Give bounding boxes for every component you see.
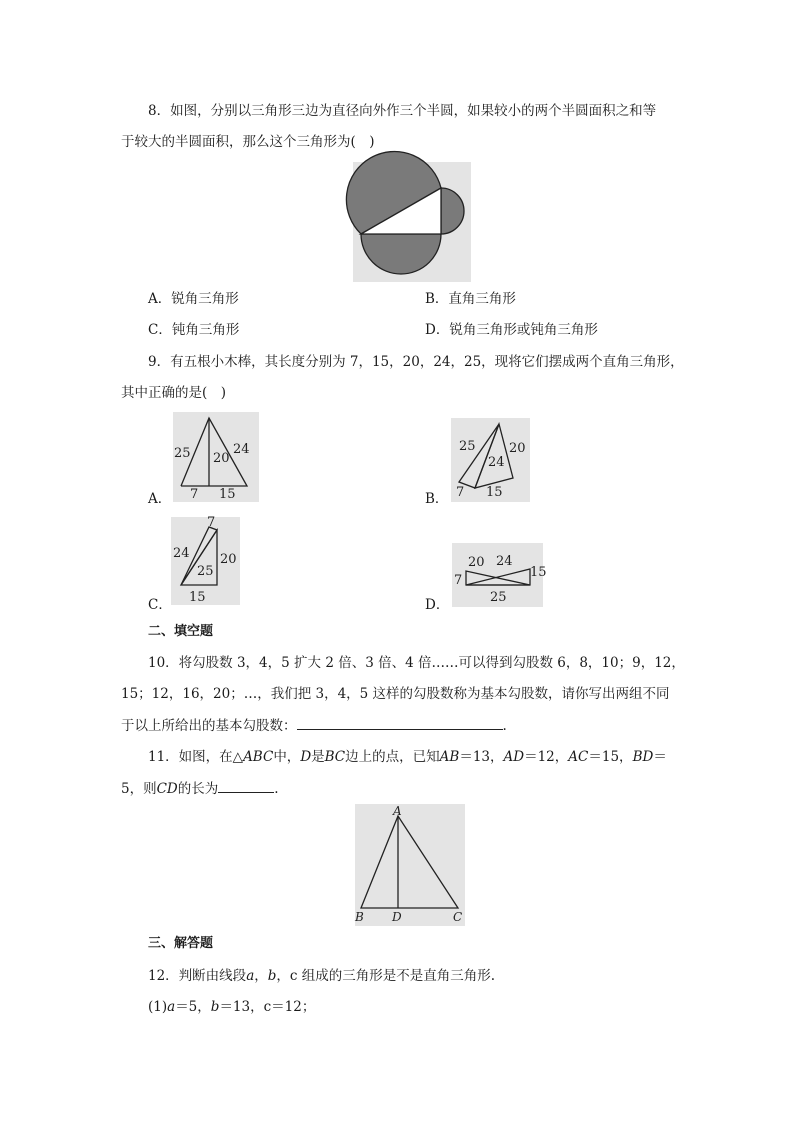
q9-label-c: C． (148, 597, 172, 613)
q9c-label-7: 7 (207, 515, 216, 530)
q9b-label-24: 24 (488, 455, 505, 470)
q11-triangle-figure (355, 804, 465, 926)
q9a-label-24: 24 (233, 442, 250, 457)
q11-line2: 5，则CD的长为 . (121, 778, 279, 799)
q9c-label-24: 24 (173, 546, 190, 561)
q9b-label-20: 20 (509, 441, 526, 456)
q9c-label-25: 25 (197, 564, 214, 579)
q10-end: . (502, 718, 507, 734)
q9a-label-7: 7 (190, 487, 199, 502)
q10-line3-text: 于以上所给出的基本勾股数： (121, 718, 297, 734)
q9-label-a: A． (148, 491, 172, 507)
q9d-label-24: 24 (496, 554, 513, 569)
q9-figure-d (452, 543, 547, 607)
q9a-label-15: 15 (219, 487, 236, 502)
q11-fig-label-a: A (393, 804, 402, 818)
q9c-label-15: 15 (189, 590, 206, 605)
q12-line1: 12．判断由线段a，b，c 组成的三角形是不是直角三角形. (148, 968, 496, 984)
q8-option-c: C．钝角三角形 (148, 322, 240, 338)
q9a-label-25: 25 (174, 446, 191, 461)
q9-label-b: B． (425, 491, 449, 507)
q12-subquestion-1: (1)a＝5，b＝13，c＝12； (148, 999, 316, 1015)
q9b-label-25: 25 (459, 439, 476, 454)
q10-line3 (121, 715, 507, 736)
q9-label-d: D． (425, 597, 450, 613)
q8-option-b: B．直角三角形 (425, 291, 516, 307)
q11-fig-label-d: D (392, 910, 402, 924)
section-fill-in-heading: 二、填空题 (148, 624, 214, 639)
q9-figure-c (171, 517, 240, 605)
q11-answer-blank[interactable] (218, 778, 274, 793)
q10-answer-blank[interactable] (297, 715, 503, 730)
q9-line1: 9．有五根小木棒，其长度分别为 7，15，20，24，25，现将它们摆成两个直角三角形， (148, 354, 684, 370)
q8-line2: 于较大的半圆面积，那么这个三角形为( ) (121, 134, 375, 150)
q9b-label-15: 15 (486, 485, 503, 500)
q8-semicircles-figure (353, 162, 471, 282)
q8-option-d: D．锐角三角形或钝角三角形 (425, 322, 598, 338)
q11-fig-label-c: C (453, 910, 463, 924)
q11-fig-label-b: B (355, 910, 364, 924)
q9b-label-7: 7 (456, 485, 465, 500)
q8-option-a: A．锐角三角形 (148, 291, 239, 307)
q10-line2: 15；12，16，20；…，我们把 3，4，5 这样的勾股数称为基本勾股数，请你写出两组不同 (121, 686, 670, 702)
q9c-label-20: 20 (220, 552, 237, 567)
q9d-label-15: 15 (530, 565, 547, 580)
q9a-label-20: 20 (213, 451, 230, 466)
q8-line1: 8．如图，分别以三角形三边为直径向外作三个半圆，如果较小的两个半圆面积之和等 (148, 103, 657, 119)
q9d-label-7: 7 (454, 573, 463, 588)
q9-line2: 其中正确的是( ) (121, 385, 227, 401)
q11-line1: 11．如图，在△ABC中，D是BC边上的点，已知AB＝13，AD＝12，AC＝15，BD＝ (148, 749, 667, 765)
q9d-label-25: 25 (490, 590, 507, 605)
q9d-label-20: 20 (468, 555, 485, 570)
q9-figure-b (451, 418, 530, 502)
q10-line1: 10．将勾股数 3，4，5 扩大 2 倍、3 倍、4 倍……可以得到勾股数 6，8，10；9，12， (148, 655, 685, 671)
q9-figure-a (173, 412, 259, 502)
section-answer-heading: 三、解答题 (148, 936, 214, 951)
